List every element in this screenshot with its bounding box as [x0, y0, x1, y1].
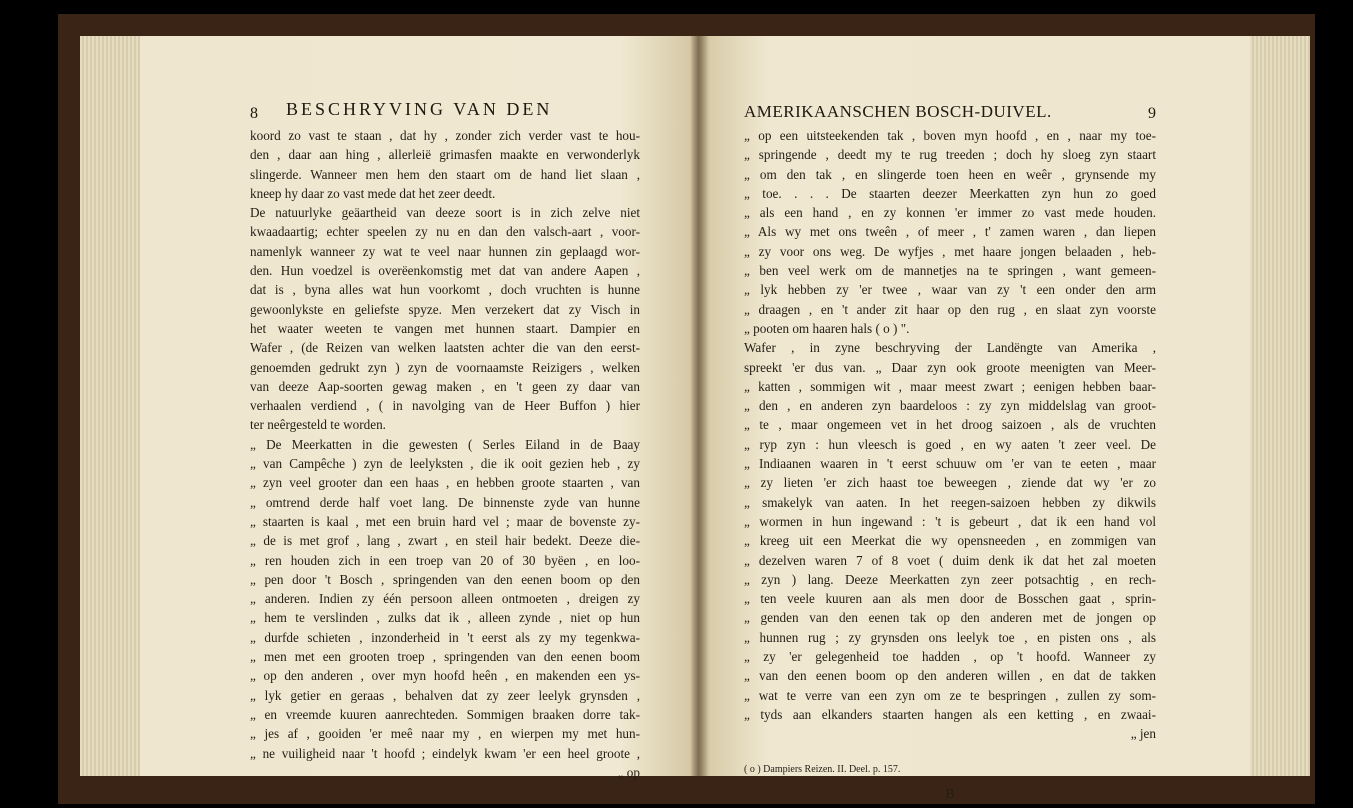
text-line: kwaadaartig; echter speelen zy nu en dan den valsch-aart , voor- [250, 224, 640, 240]
text-line: „ de is met grof , lang , zwart , en steil hair bedekt. Deeze die- [250, 533, 640, 549]
right-page [698, 36, 1310, 802]
text-line: „ zy lieten 'er zich haast toe beweegen , ziende dat wy 'er zo [744, 475, 1156, 491]
text-line: namenlyk wanneer zy wat te veel naar hunnen zin geplaagd wor- [250, 243, 640, 259]
text-line: „ van Campêche ) zyn de leelyksten , die ik ooit gezien heb , zy [250, 456, 640, 472]
text-line: Wafer , in zyne beschryving der Landëngte van Amerika , [744, 340, 1156, 356]
text-line: koord zo vast te staan , dat hy , zonder zich verder vast te hou- [250, 128, 640, 143]
text-line: „ hunnen rug ; zy grynsden ons leelyk toe , en pisten ons , als [744, 629, 1156, 645]
text-line: „ pooten om haaren hals ( o ) ". [744, 320, 910, 336]
text-line: „ ten veele kuuren aan als men door de Bosschen gaat , sprin- [744, 591, 1156, 607]
text-line: „ tyds aan elkanders staarten hangen als een ketting , en zwaai- [744, 706, 1156, 722]
footnote: ( o ) Dampiers Reizen. II. Deel. p. 157. [744, 763, 901, 775]
text-line: „ staarten is kaal , met een bruin hard vel ; maar de bovenste zy- [250, 513, 640, 529]
left-catchword: „ op [617, 764, 640, 780]
text-line: „ wat te verre van een zyn om ze te bespringen , zullen zy som- [744, 687, 1156, 703]
text-line: „ dezelven waren 7 of 8 voet ( duim denk ik dat het zal moeten [744, 552, 1156, 568]
page-edges-left [80, 36, 140, 776]
text-line: „ jes af , gooiden 'er meê naar my , en wierpen my met hun- [250, 726, 640, 742]
text-line: „ hem te verslinden , zulks dat ik , alleen zynde , niet op hun [250, 610, 640, 626]
right-running-title: AMERIKAANSCHEN BOSCH-DUIVEL. [744, 102, 1052, 121]
left-text-block [250, 100, 640, 782]
text-line: „ draagen , en 't ander zit haar op den rug , en slaat zyn voorste [744, 301, 1156, 317]
text-line: „ toe. . . . De staarten deezer Meerkatten zyn hun zo goed [744, 185, 1156, 201]
text-line: van deeze Aap-soorten gewag maken , en 't geen zy daar van [250, 378, 640, 394]
text-line: „ en vreemde kuuren aanrechteden. Sommigen braaken dorre tak- [250, 706, 640, 722]
text-line: spreekt 'er dus van. „ Daar zyn ook groote meenigten van Meer- [744, 359, 1156, 375]
text-line: „ pen door 't Bosch , springenden van den eenen boom op den [250, 571, 640, 587]
text-line: „ op den anderen , over myn hoofd heên , en makenden een ys- [250, 668, 640, 684]
right-body-text [744, 126, 1156, 724]
text-line: „ te , maar ongemeen vet in het droog saizoen , als de vruchten [744, 417, 1156, 433]
text-line: Wafer , (de Reizen van welken laatsten achter die van den eerst- [250, 340, 640, 356]
left-running-title: BESCHRYVING VAN DEN [286, 99, 553, 119]
text-line: „ ne vuiligheid naar 't hoofd ; eindelyk kwam 'er een heel groote , [250, 745, 640, 761]
book-gutter [690, 36, 708, 776]
text-line: „ durfde schieten , inzonderheid in 't eerst als zy my tegenkwa- [250, 629, 640, 645]
text-line: dat is , byna alles wat hun voorkomt , doch vruchten is hunne [250, 282, 640, 298]
text-line: „ men met een grooten troep , springenden van den eenen boom [250, 649, 640, 665]
left-page-number: 8 [250, 105, 258, 122]
page-edges-right [1250, 36, 1310, 776]
left-page [80, 36, 698, 780]
right-page-number: 9 [1148, 105, 1156, 122]
text-line: „ lyk getier en geraas , behalven dat zy zeer leelyk grynsden , [250, 687, 640, 703]
left-body-text [250, 126, 640, 763]
text-line: „ als een hand , en zy konnen 'er immer zo vast mede houden. [744, 205, 1156, 221]
text-line: „ Als wy met ons tweên , of meer , t' zamen waren , dan liepen [744, 224, 1156, 240]
text-line: „ van den eenen boom op den anderen willen , en dat de takken [744, 668, 1156, 684]
right-running-head [744, 100, 1156, 126]
text-line: „ lyk hebben zy 'er twee , waar van zy 't een onder den arm [744, 282, 1156, 298]
text-line: „ wormen in hun ingewand : 't is gebeurt , dat ik een hand vol [744, 513, 1156, 529]
text-line: „ De Meerkatten in die gewesten ( Serles Eiland in de Baay [250, 436, 640, 452]
text-line: De natuurlyke geäartheid van deeze soort is in zich zelve niet [250, 205, 640, 221]
book-spread [58, 14, 1315, 804]
text-line: „ ryp zyn : hun vleesch is goed , en wy aaten 't zeer veel. De [744, 436, 1156, 452]
text-line: kneep hy daar zo vast mede dat het zeer deedt. [250, 185, 496, 201]
text-line: „ katten , sommigen wit , maar meest zwart ; eenigen hebben baar- [744, 378, 1156, 394]
signature-mark: B [945, 786, 955, 802]
text-line: den , daar aan hing , allerleië grimasfen maakte en verwonderlyk [250, 147, 640, 163]
text-line: „ ren houden zich in een troep van 20 of 30 byëen , en loo- [250, 552, 640, 568]
right-text-block [744, 100, 1156, 804]
text-line: verhaalen verdiend , ( in navolging van de Heer Buffon ) hier [250, 398, 640, 414]
text-line: „ den , en anderen zyn baardeloos : zy zyn middelslag van groot- [744, 398, 1156, 414]
text-line: „ om den tak , en slingerde toen heen en weêr , grynsende my [744, 166, 1156, 182]
text-line: „ springende , deedt my te rug treeden ; doch hy sloeg zyn staart [744, 147, 1156, 163]
text-line: „ omtrend derde half voet lang. De binnenste zyde van hunne [250, 494, 640, 510]
text-line: „ ben veel werk om de mannetjes na te springen , want gemeen- [744, 263, 1156, 279]
text-line: den. Hun voedzel is overëenkomstig met dat van andere Aapen , [250, 263, 640, 279]
text-line: „ zy 'er gelegenheid toe hadden , op 't hoofd. Wanneer zy [744, 649, 1156, 665]
text-line: slingerde. Wanneer men hem den staart om de hand liet slaan , [250, 166, 640, 182]
text-line: „ zyn ) lang. Deeze Meerkatten zyn zeer potsachtig , en rech- [744, 571, 1156, 587]
text-line: genoemden gedrukt zyn ) zyn de voornaamste Reizigers , welken [250, 359, 640, 375]
text-line: „ smakelyk van aaten. In het reegen-saizoen hebben zy dikwils [744, 494, 1156, 510]
left-running-head [250, 100, 640, 126]
text-line: „ zyn veel grooter dan een haas , en hebben groote staarten , van [250, 475, 640, 491]
text-line: „ kreeg uit een Meerkat die wy opensneeden , en zommigen van [744, 533, 1156, 549]
text-line: „ genden van den eenen tak op den anderen met de jongen op [744, 610, 1156, 626]
text-line: „ anderen. Indien zy één persoon alleen ontmoeten , dreigen zy [250, 591, 640, 607]
text-line: „ op een uitsteekenden tak , boven myn hoofd , en , naar my toe- [744, 128, 1156, 143]
text-line: „ zy voor ons weg. De wyfjes , met haare jongen belaaden , heb- [744, 243, 1156, 259]
text-line: ter neêrgesteld te worden. [250, 417, 386, 433]
text-line: „ Indiaanen waaren in 't eerst schuuw om 'er van te eeten , maar [744, 456, 1156, 472]
right-catchword: „ jen [1130, 726, 1156, 742]
text-line: gewoonlykste en geliefste spyze. Men verzekert dat zy Visch in [250, 301, 640, 317]
text-line: het waater weeten te vangen met hunnen staart. Dampier en [250, 320, 640, 336]
